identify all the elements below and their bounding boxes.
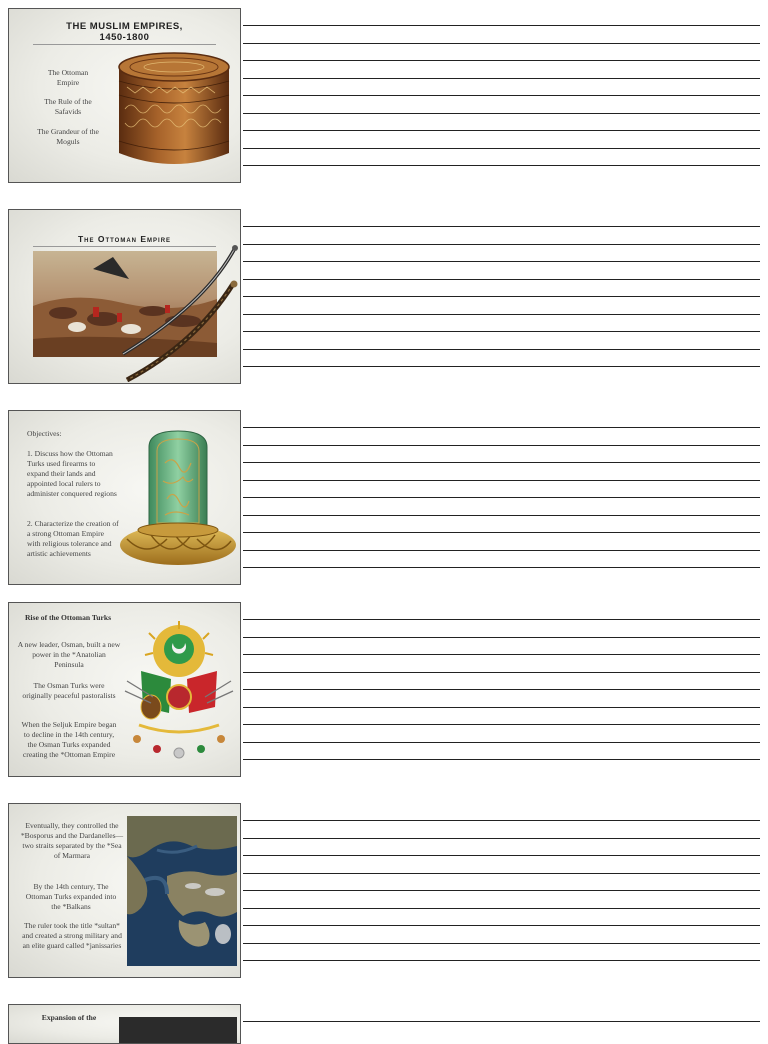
note-lines-4 [243, 602, 760, 777]
slide-5-point-3: The ruler took the title *sultan* and created a strong military and an elite guard called *janissaries [22, 921, 122, 950]
slide-4 [8, 602, 241, 777]
note-lines-2 [243, 209, 760, 384]
slide-2 [8, 209, 241, 384]
slide-1 [8, 8, 241, 183]
slide-5-point-1: Eventually, they controlled the *Bosporus and the Dardanelles—two straits separated by the *Sea of Marmara [20, 821, 124, 860]
note-lines-5 [243, 803, 760, 978]
slide-4-point-2: The Osman Turks were originally peaceful pastoralists [22, 681, 116, 700]
slide-4-point-1: A new leader, Osman, built a new power in the *Anatolian Peninsula [17, 640, 121, 669]
slide-3-point-1: 1. Discuss how the Ottoman Turks used firearms to expand their lands and appointed local rulers to administer conquered regions [27, 449, 117, 498]
slide-2-title: The Ottoman Empire [77, 234, 172, 244]
slide-3 [8, 410, 241, 585]
slide-3-heading: Objectives: [27, 429, 62, 438]
note-lines-1 [243, 8, 760, 183]
slide-1-item-2: The Rule of the Safavids [44, 97, 92, 116]
slide-5-point-2: By the 14th century, The Ottoman Turks expanded into the *Balkans [25, 882, 117, 911]
slide-5 [8, 803, 241, 978]
slide-4-point-3: When the Seljuk Empire began to decline in the 14th century, the Osman Turks expanded creating the *Ottoman Empire [21, 720, 117, 759]
title-rule [33, 44, 216, 45]
slide-6-heading: Expansion of the [41, 1013, 97, 1022]
slide-1-item-1: The Ottoman Empire [47, 68, 89, 87]
ornate-box-image [113, 49, 235, 171]
slide-3-point-2: 2. Characterize the creation of a strong Ottoman Empire with religious tolerance and artistic achievements [27, 519, 119, 558]
note-lines-3 [243, 410, 760, 585]
slide-4-heading: Rise of the Ottoman Turks [24, 613, 112, 622]
coat-of-arms-image [123, 621, 237, 761]
satellite-map-image [127, 816, 237, 966]
slide-1-title-line-2: 1450-1800 [99, 32, 150, 43]
sword-image [115, 244, 241, 382]
slide-6-image [119, 1017, 237, 1044]
slide-1-title-line-1: THE MUSLIM EMPIRES, [66, 21, 183, 32]
slide-6 [8, 1004, 241, 1044]
jade-seal-image [117, 427, 239, 567]
slide-1-item-3: The Grandeur of the Moguls [37, 127, 99, 146]
note-lines-6 [243, 1004, 760, 1024]
